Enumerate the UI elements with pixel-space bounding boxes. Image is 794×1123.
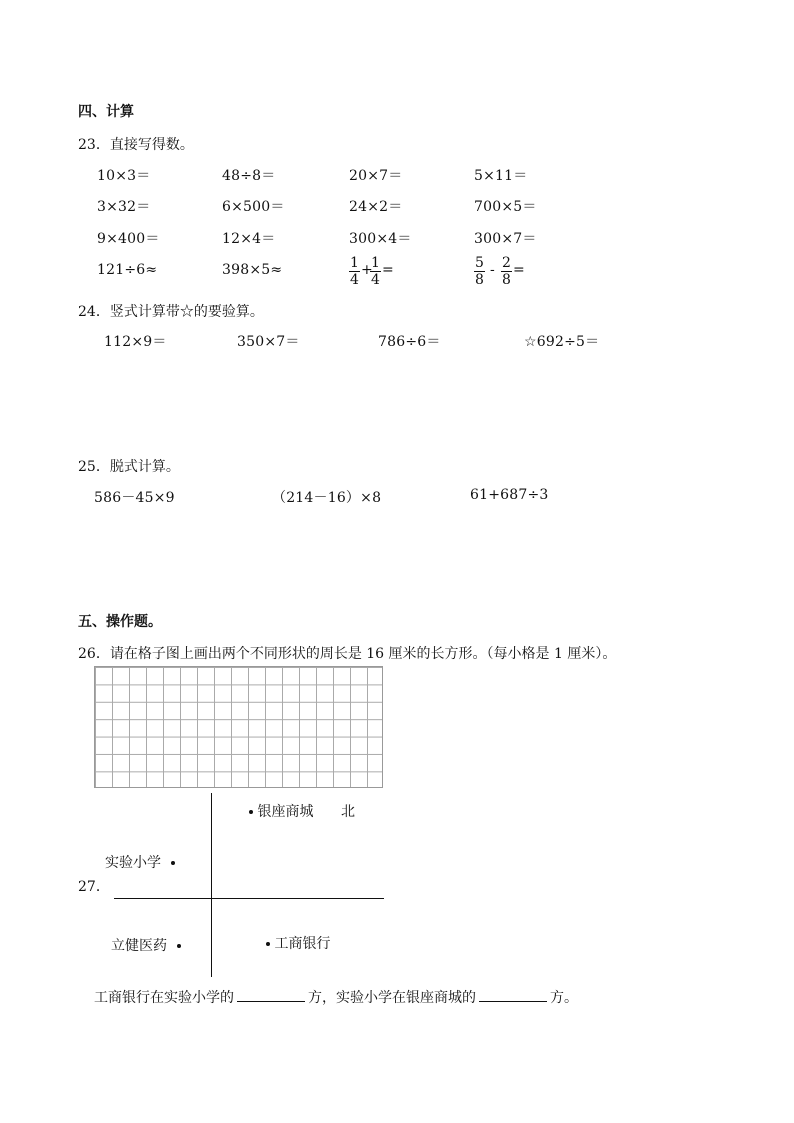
sentence-part: 工商银行在实验小学的 [94,990,234,1006]
place-label: 立健医药 [111,938,167,954]
section-title-calc: 四、计算 [78,104,134,120]
oral-calc-item: 9×400＝ [97,231,160,247]
vertical-calc-item: 786÷6＝ [378,334,441,350]
location-dot-icon [177,944,181,948]
oral-calc-item: 48÷8＝ [222,168,276,184]
oral-calc-item: 398×5≈ [222,262,283,278]
sentence-part: 方，实验小学在银座商城的 [308,990,476,1006]
answer-blank[interactable] [237,987,305,1002]
vertical-calc-item: 350×7＝ [237,334,300,350]
fraction-numerator: 2 [502,255,511,271]
fraction-denominator: 4 [371,272,380,288]
location-dot-icon [266,942,270,946]
stepwise-calc-item: （214－16）×8 [272,490,382,506]
question-24-label: 24．竖式计算带☆的要验算。 [78,304,264,320]
fraction-numerator: 1 [350,255,359,271]
answer-blank[interactable] [479,987,547,1002]
oral-calc-item: 24×2＝ [349,199,403,215]
oral-calc-item: 700×5＝ [474,199,537,215]
oral-calc-item: 5×11＝ [474,168,528,184]
place-label: 工商银行 [274,936,331,952]
vertical-calc-item: 112×9＝ [104,334,167,350]
fraction-operator: - [490,262,495,278]
question-23-label: 23．直接写得数。 [78,137,194,153]
place-label: 银座商城 [257,804,314,820]
fraction-operator: + [361,262,373,278]
stepwise-calc-item: 61+687÷3 [470,487,549,503]
question-27-number: 27． [78,879,110,895]
oral-calc-item: 3×32＝ [97,199,151,215]
fraction-one-quarter [370,255,381,288]
fraction-one-quarter [349,255,360,288]
vertical-calc-item-starred: ☆692÷5＝ [524,334,600,350]
place-pharmacy [111,935,181,955]
fraction-denominator: 8 [475,272,484,288]
fraction-equals: = [513,262,525,278]
oral-calc-item: 6×500＝ [222,199,285,215]
place-school [105,852,175,872]
question-25-label: 25．脱式计算。 [78,459,180,475]
fraction-denominator: 8 [502,272,511,288]
section-title-operation: 五、操作题。 [78,614,162,630]
oral-calc-item: 10×3＝ [97,168,151,184]
question-26-label: 26．请在格子图上画出两个不同形状的周长是 16 厘米的长方形。（每小格是 1 厘米）。 [78,646,617,662]
place-yinzuo-mall [249,801,313,821]
question-27-sentence [94,987,578,1007]
location-dot-icon [171,861,175,865]
fraction-numerator: 1 [371,255,380,271]
oral-calc-item: 300×4＝ [349,231,412,247]
map-axis-vertical [211,793,212,977]
north-label: 北 [341,804,355,820]
oral-calc-item: 121÷6≈ [97,262,158,278]
map-axis-horizontal [114,898,384,899]
place-bank [266,933,330,953]
fraction-equals: = [382,262,394,278]
location-dot-icon [249,810,253,814]
fraction-denominator: 4 [350,272,359,288]
fraction-two-eighths [501,255,512,288]
fraction-numerator: 5 [475,255,484,271]
oral-calc-item: 20×7＝ [349,168,403,184]
sentence-part: 方。 [550,990,578,1006]
place-label: 实验小学 [105,855,161,871]
stepwise-calc-item: 586－45×9 [94,490,175,506]
fraction-five-eighths [474,255,485,288]
oral-calc-item: 300×7＝ [474,231,537,247]
oral-calc-item: 12×4＝ [222,231,276,247]
square-grid[interactable] [94,666,383,788]
